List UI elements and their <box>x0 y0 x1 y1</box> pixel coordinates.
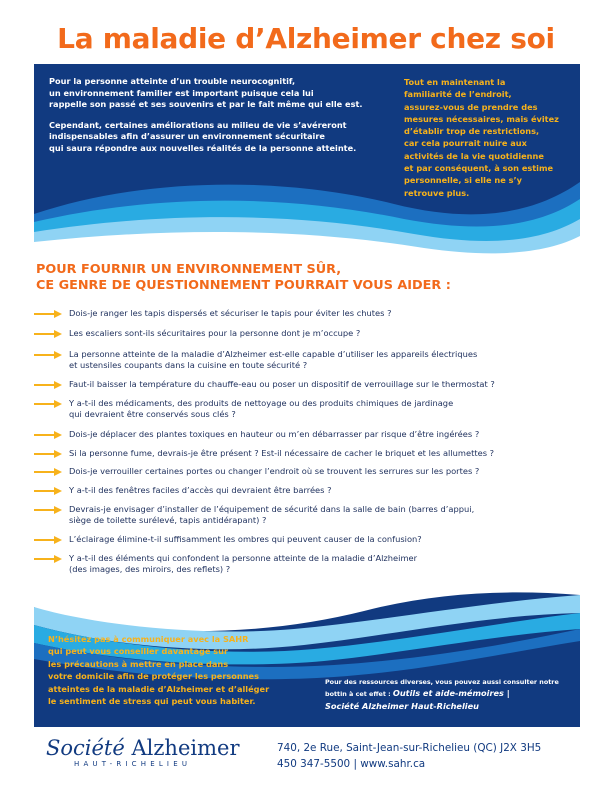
resources-line-1: Pour des ressources diverses, vous pouvez aussi consulter notre <box>325 678 559 686</box>
contact-info <box>277 740 587 772</box>
question-text: Les escaliers sont-ils sécuritaires pour la personne dont je m’occupe ? <box>69 328 361 338</box>
resources-note <box>325 677 575 712</box>
question-text: Dois-je verrouiller certaines portes ou changer l’endroit où se trouvent les serrures sur les portes ? <box>69 466 480 476</box>
section-heading-line-2: CE GENRE DE QUESTIONNEMENT POURRAIT VOUS AIDER : <box>36 278 451 293</box>
arrow-right-icon <box>34 329 62 339</box>
question-text: Y a-t-il des médicaments, des produits de nettoyage ou des produits chimiques de jardinage qui devraient être conservés sous clés ? <box>69 398 454 419</box>
question-text: La personne atteinte de la maladie d’Alzheimer est-elle capable d’utiliser les appareils électriques et ustensiles coupants dans la cuisine en toute sécurité ? <box>69 349 478 370</box>
question-text: Devrais-je envisager d’installer de l’équipement de sécurité dans la salle de bain (barres d’appui, siège de toilette surélevé, tapis antidérapant) ? <box>69 504 475 525</box>
closing-text: N’hésitez pas à communiquer avec la SAHR qui peut vous conseiller davantage sur les précautions à mettre en place dans votre domicile afin de protéger les personnes atteintes de la maladie d’Alzheimer et d’alléger le sentiment de stress qui peut vous habiter. <box>48 634 270 707</box>
arrow-right-icon <box>34 505 62 515</box>
resources-intro: bottin à cet effet : <box>325 690 393 698</box>
question-text: Y a-t-il des éléments qui confondent la personne atteinte de la maladie d’Alzheimer (des images, des miroirs, des reflets) ? <box>69 553 418 574</box>
question-text: Y a-t-il des fenêtres faciles d’accès qui devraient être barrées ? <box>69 485 332 495</box>
arrow-right-icon <box>34 535 62 545</box>
arrow-right-icon <box>34 449 62 459</box>
question-text: Si la personne fume, devrais-je être présent ? Est-il nécessaire de cacher le briquet et les allumettes ? <box>69 448 495 458</box>
phone-website[interactable]: 450 347-5500 | www.sahr.ca <box>277 758 426 770</box>
arrow-right-icon <box>34 430 62 440</box>
intro-text <box>49 76 379 164</box>
logo-word-alzheimer: Alzheimer <box>124 736 240 760</box>
question-text: Dois-je ranger les tapis dispersés et sécuriser le tapis pour éviter les chutes ? <box>69 308 392 318</box>
closing-band <box>34 585 580 727</box>
section-heading <box>36 262 576 294</box>
resources-link-1[interactable]: Outils et aide-mémoires | <box>392 688 510 698</box>
arrow-right-icon <box>34 554 62 564</box>
section-heading-line-1: POUR FOURNIR UN ENVIRONNEMENT SÛR, <box>36 262 342 277</box>
intro-side-note: Tout en maintenant la familiarité de l’endroit, assurez-vous de prendre des mesures nécessaires, mais évitez d’établir trop de restrictions, car cela pourrait nuire aux activités de la vie quotidienne et par conséquent, à son estime personnelle, si elle ne s’y retrouve plus. <box>404 77 559 198</box>
logo-wordmark <box>46 736 266 760</box>
resources-link-2[interactable]: Société Alzheimer Haut-Richelieu <box>325 701 479 711</box>
intro-paragraph-1: Pour la personne atteinte d’un trouble neurocognitif, un environnement familier est important puisque cela lui rappelle son passé et ses souvenirs et par le fait même qui elle est. <box>49 76 363 110</box>
logo-subtitle: HAUT-RICHELIEU <box>74 760 192 768</box>
arrow-right-icon <box>34 399 62 409</box>
page-title: La maladie d’Alzheimer chez soi <box>57 22 555 55</box>
intro-paragraph-2: Cependant, certaines améliorations au milieu de vie s’avéreront indispensables afin d’assurer un environnement sécuritaire qui saura répondre aux nouvelles réalités de la personne atteinte. <box>49 119 357 153</box>
resources-line-2 <box>325 688 575 700</box>
question-text: Faut-il baisser la température du chauffe-eau ou poser un dispositif de verrouillage sur le thermostat ? <box>69 379 495 389</box>
question-text: Dois-je déplacer des plantes toxiques en hauteur ou m’en débarrasser par risque d’être ingérées ? <box>69 429 480 439</box>
address: 740, 2e Rue, Saint-Jean-sur-Richelieu (QC) J2X 3H5 <box>277 742 542 754</box>
arrow-right-icon <box>34 309 62 319</box>
logo-word-societe: Société <box>46 736 125 760</box>
organization-logo <box>46 736 266 769</box>
arrow-right-icon <box>34 467 62 477</box>
arrow-right-icon <box>34 486 62 496</box>
arrow-right-icon <box>34 380 62 390</box>
intro-band <box>34 64 580 260</box>
question-text: L’éclairage élimine-t-il suffisamment les ombres qui peuvent causer de la confusion? <box>69 534 422 544</box>
arrow-right-icon <box>34 350 62 360</box>
